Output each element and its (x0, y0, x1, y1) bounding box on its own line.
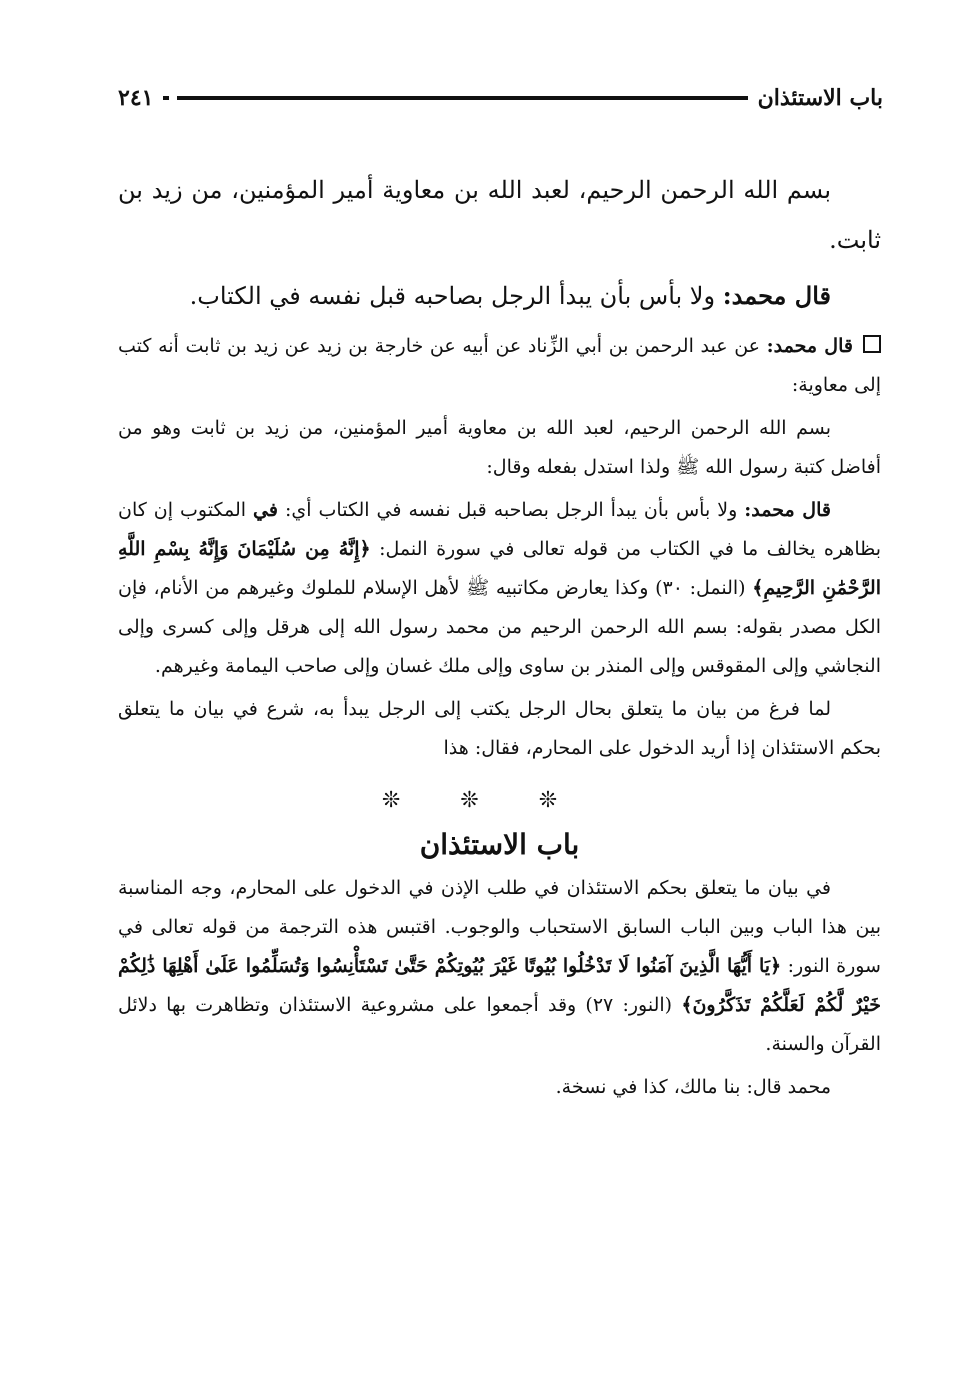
running-header (118, 80, 883, 116)
section-separator: ❊❊❊ (381, 788, 618, 813)
letter-text: بسم الله الرحمن الرحيم، لعبد الله بن معاوية أمير المؤمنين، من زيد بن ثابت. (118, 176, 881, 254)
ruling-text: ولا بأس بأن يبدأ الرجل بصاحبه قبل نفسه في الكتاب. (189, 282, 716, 310)
ruling-paragraph (118, 271, 881, 321)
header-rule-short (163, 96, 169, 100)
letter-explanation: بسم الله الرحمن الرحيم، لعبد الله بن معاوية أمير المؤمنين، من زيد بن ثابت وهو من أفاضل كتبة رسول الله ﷺ ولذا استدل بفعله وقال: (118, 417, 881, 478)
chapter-intro (118, 869, 881, 1064)
ruling-commentary-bold-word: في (253, 499, 278, 521)
chapter-intro-text-1: في بيان ما يتعلق بحكم الاستئذان في طلب الإذن في الدخول على المحارم، وجه المناسبة بين هذا الباب وبين الباب السابق الاستحباب والوجوب. اقتبس هذه الترجمة من قوله تعالى في سورة النور: (118, 877, 881, 977)
isnad-paragraph (118, 327, 881, 405)
isnad-speaker: قال محمد: (766, 335, 853, 357)
ruling-commentary-speaker: قال محمد: (744, 499, 831, 521)
transition-paragraph: لما فرغ من بيان ما يتعلق بحال الرجل يكتب إلى الرجل يبدأ به، شرع في بيان ما يتعلق بحكم الاستئذان إذا أريد الدخول على المحارم، فقال: هذا (118, 698, 881, 759)
footnote: محمد قال: بنا مالك، كذا في نسخة. (555, 1076, 831, 1098)
quran-verse-nur: ﴿يَا أَيُّهَا الَّذِينَ آمَنُوا لَا تَدْخُلُوا بُيُوتًا غَيْرَ بُيُوتِكُمْ حَتَّىٰ تَسْتَأْنِسُوا وَتُسَلِّمُوا عَلَىٰ أَهْلِهَا ذَٰلِكُمْ خَيْرٌ لَّكُمْ لَعَلَّكُمْ تَذَكَّرُونَ﴾ (118, 955, 881, 1016)
chapter-intro-text-2: (النور: ٢٧) وقد أجمعوا على مشروعية الاستئذان وتظاهرت بها دلائل القرآن والسنة. (118, 994, 881, 1055)
ruling-commentary-text-3: (النمل: ٣٠) وكذا يعارض مكاتبيه ﷺ لأهل الإسلام للملوك وغيرهم من الأنام، فإن الكل مصدر بقوله: بسم الله الرحمن الرحيم من محمد رسول الله إلى هرقل وإلى كسرى وإلى النجاشي وإلى المقوقس وإلى المنذر بن ساوى وإلى ملك غسان وإلى صاحب اليمامة وغيرهم. (118, 577, 881, 677)
ruling-speaker: قال محمد: (722, 281, 831, 310)
page-body (118, 165, 881, 1107)
page-number: ٢٤١ (118, 85, 154, 111)
header-chapter-title: باب الاستئذان (757, 85, 883, 111)
header-rule (177, 96, 747, 100)
ruling-commentary-text-2: المكتوب إن كان بظاهره يخالف ما في الكتاب من قوله تعالى في سورة النمل: (118, 499, 881, 560)
ruling-commentary-text-1: ولا بأس بأن يبدأ الرجل بصاحبه قبل نفسه في الكتاب أي: (284, 499, 738, 521)
chapter-title: باب الاستئذان (419, 828, 580, 861)
quran-verse-naml: ﴿إِنَّهُ مِن سُلَيْمَانَ وَإِنَّهُ بِسْمِ اللَّهِ الرَّحْمَٰنِ الرَّحِيمِ﴾ (118, 538, 881, 599)
square-marker-icon (863, 335, 881, 353)
ruling-commentary (118, 491, 881, 686)
isnad-text: عن عبد الرحمن بن أبي الزِّناد عن أبيه عن خارجة بن زيد عن زيد بن ثابت أنه كتب إلى معاوية: (118, 335, 881, 396)
